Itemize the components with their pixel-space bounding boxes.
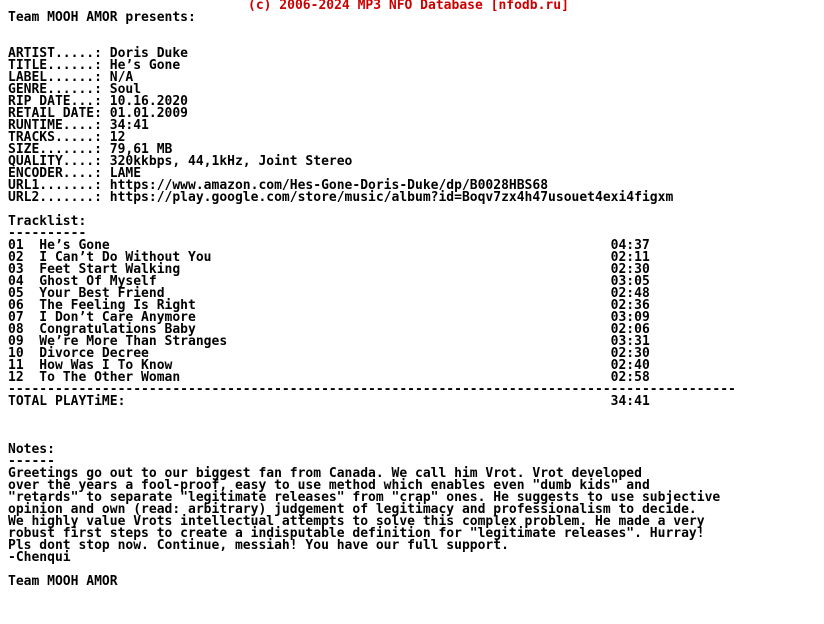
info-title: TITLE......: He’s Gone	[8, 58, 181, 73]
info-runtime: RUNTIME....: 34:41	[8, 118, 149, 133]
nfodb-banner: (c) 2006-2024 MP3 NFO Database [nfodb.ru]	[248, 0, 569, 13]
track-row: 12 To The Other Woman 02:58	[8, 370, 650, 385]
notes-line: opinion and own (read: arbitrary) judgement of legitimacy and professionalism to decide.	[8, 502, 697, 517]
info-url2: URL2.......: https://play.google.com/store/music/album?id=Boqv7zx4h47usouet4exi4figxm	[8, 190, 674, 205]
info-size: SIZE.......: 79,61 MB	[8, 142, 173, 157]
info-tracks: TRACKS.....: 12	[8, 130, 126, 145]
track-row: 03 Feet Start Walking 02:30	[8, 262, 650, 277]
tracklist-underline: ----------	[8, 226, 87, 241]
notes-underline: ------	[8, 454, 55, 469]
total-playtime: TOTAL PLAYTiME: 34:41	[8, 394, 650, 409]
track-row: 06 The Feeling Is Right 02:36	[8, 298, 650, 313]
track-row: 09 We’re More Than Stranges 03:31	[8, 334, 650, 349]
info-encoder: ENCODER....: LAME	[8, 166, 142, 181]
notes-line: "retards" to separate "legitimate releases" from "crap" ones. He suggests to use subjective	[8, 490, 721, 505]
track-row: 07 I Don’t Care Anymore 03:09	[8, 310, 650, 325]
notes-heading: Notes:	[8, 442, 55, 457]
tracklist-divider: ---------------------------------------------------------------------------------------------	[8, 382, 736, 397]
info-retail-date: RETAIL DATE: 01.01.2009	[8, 106, 189, 121]
notes-line: robust first steps to create a indisputable definition for "legitimate releases". Hurray!	[8, 526, 705, 541]
team-signoff: Team MOOH AMOR	[8, 574, 118, 589]
info-rip-date: RIP DATE...: 10.16.2020	[8, 94, 189, 109]
track-row: 01 He’s Gone 04:37	[8, 238, 650, 253]
track-row: 10 Divorce Decree 02:30	[8, 346, 650, 361]
info-genre: GENRE......: Soul	[8, 82, 142, 97]
notes-line: Greetings go out to our biggest fan from Canada. We call him Vrot. Vrot developed	[8, 466, 642, 481]
track-row: 02 I Can’t Do Without You 02:11	[8, 250, 650, 265]
track-row: 05 Your Best Friend 02:48	[8, 286, 650, 301]
track-row: 04 Ghost Of Myself 03:05	[8, 274, 650, 289]
notes-line: over the years a fool-proof, easy to use method which enables even "dumb kids" and	[8, 478, 650, 493]
track-row: 08 Congratulations Baby 02:06	[8, 322, 650, 337]
info-quality: QUALITY....: 320kkbps, 44,1kHz, Joint Stereo	[8, 154, 353, 169]
notes-line: -Chenqui	[8, 550, 71, 565]
info-label: LABEL......: N/A	[8, 70, 134, 85]
track-row: 11 How Was I To Know 02:40	[8, 358, 650, 373]
notes-line: Pls dont stop now. Continue, messiah! You have our full support.	[8, 538, 509, 553]
info-url1: URL1.......: https://www.amazon.com/Hes-Gone-Doris-Duke/dp/B0028HBS68	[8, 178, 549, 193]
notes-line: We highly value Vrots intellectual attempts to solve this complex problem. He made a very	[8, 514, 705, 529]
tracklist-heading: Tracklist:	[8, 214, 87, 229]
info-artist: ARTIST.....: Doris Duke	[8, 46, 189, 61]
presents-line: Team MOOH AMOR presents:	[8, 10, 196, 25]
